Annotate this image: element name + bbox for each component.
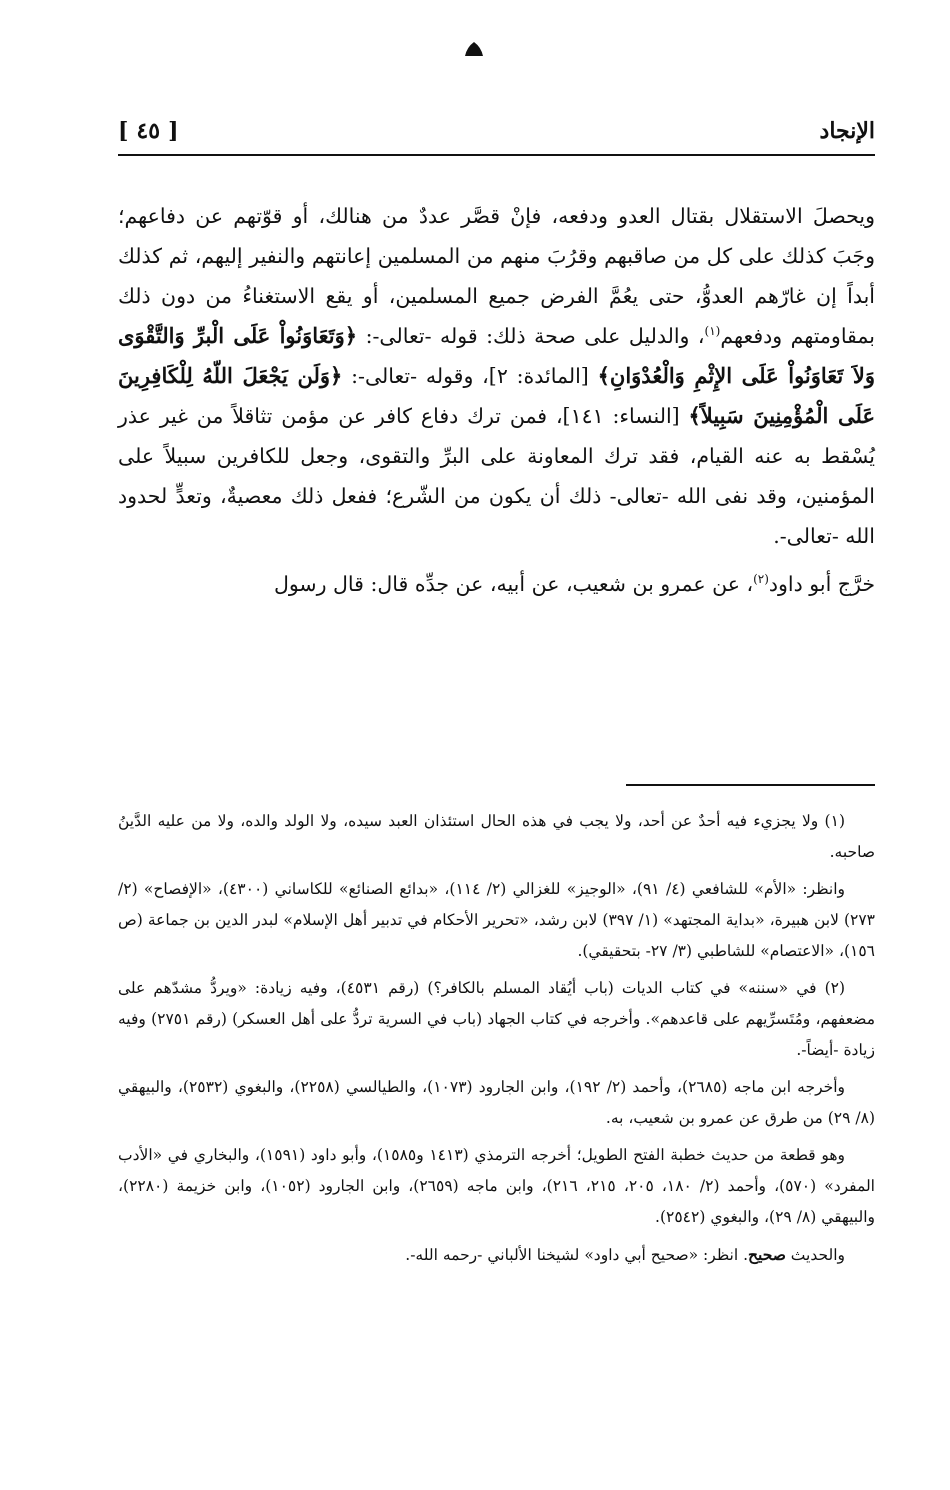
main-text-segment: [المائدة: ٢]، وقوله -تعالى-:	[342, 364, 598, 388]
footnote-text-segment: . انظر: «صحيح أبي داود» لشيخنا الألباني -رحمه الله-.	[405, 1246, 749, 1264]
quran-verse-maidah: ﴿وَتَعَاوَنُواْ عَلَى الْبرِّ وَالتَّقْوَى وَلاَ تَعَاوَنُواْ عَلَى الإِثْمِ وَالْعُدْوَانِ﴾	[118, 323, 875, 388]
footnote-2: (٢) في «سننه» في كتاب الديات (باب أيُقاد المسلم بالكافر؟) (رقم ٤٥٣١)، وفيه زيادة: «ويردُّ مشدّهم على مضعفهم، ومُتَسرِّيهم على قاعدهم». وأخرجه في كتاب الجهاد (باب في السرية تردُّ على أهل العسكر) (رقم ٢٧٥١) وفيه زيادة -أيضاً-.	[118, 979, 875, 1059]
main-text	[118, 196, 875, 612]
footnote-ref-1: (١)	[704, 324, 721, 339]
footnote-2-longer-hadith: وهو قطعة من حديث خطبة الفتح الطويل؛ أخرجه الترمذي (١٤١٣ و١٥٨٥)، وأبو داود (١٥٩١)، والبخاري في «الأدب المفرد» (٥٧٠)، وأحمد (٢/ ١٨٠، ٢٠٥، ٢١٥، ٢١٦)، وابن ماجه (٢٦٥٩)، وابن الجارود (١٠٥٢)، وابن خزيمة (٢٢٨٠)، والبيهقي (٨/ ٢٩)، والبغوي (٢٥٤٢).	[118, 1146, 875, 1226]
main-paragraph-1	[118, 196, 875, 556]
footnote-separator	[626, 784, 875, 786]
pointed-arch-mark-icon	[462, 40, 486, 58]
main-paragraph-2	[118, 564, 875, 604]
page-number-value: ٤٥	[136, 118, 161, 144]
bracket-close: ]	[168, 118, 179, 144]
footnote-1-references: وانظر: «الأم» للشافعي (٤/ ٩١)، «الوجيز» للغزالي (٢/ ١١٤)، «بدائع الصنائع» للكاساني (٤٣٠٠)، «الإفصاح» (٢/ ٢٧٣) لابن هبيرة، «بداية المجتهد» (١/ ٣٩٧) لابن رشد، «تحرير الأحكام في تدبير أهل الإسلام» لبدر الدين بن جماعة (ص ١٥٦)، «الاعتصام» للشاطبي (٣/ ٢٧- بتحقيقي).	[118, 880, 876, 960]
footnote-2-takhrij: وأخرجه ابن ماجه (٢٦٨٥)، وأحمد (٢/ ١٩٢)، وابن الجارود (١٠٧٣)، والطيالسي (٢٢٥٨)، والبغوي (٢٥٣٢)، والبيهقي (٨/ ٢٩) من طرق عن عمرو بن شعيب، به.	[118, 1078, 875, 1127]
main-text-segment: خرَّج أبو داود	[768, 572, 875, 596]
quran-verse-nisa: ﴿وَلَن يَجْعَلَ اللّهُ لِلْكَافِرِينَ عَلَى الْمُؤْمِنِينَ سَبِيلاً﴾	[118, 363, 875, 428]
page-header	[118, 112, 875, 156]
main-text-segment: ، عن عمرو بن شعيب، عن أبيه، عن جدِّه قال: قال رسول	[273, 572, 754, 596]
page-number	[118, 118, 178, 144]
footnote-2-grading	[118, 1239, 875, 1271]
running-title: الإنجاد	[819, 118, 875, 144]
footnotes	[118, 806, 875, 1277]
main-text-segment: ويحصلَ الاستقلال بقتال العدو ودفعه، فإنْ قصَّر عددٌ من هنالك، أو قوّتهم عن دفاعهم؛ وجَبَ كذلك على كل من صاقبهم وقرُبَ منهم من المسلمين إعانتهم والنفير إليهم، ثم كذلك أبداً إن غارّهم العدوُّ، حتى يعُمَّ الفرض جميع المسلمين، أو يقع الاستغناءُ من دون ذلك بمقاومتهم ودفعهم	[118, 204, 875, 348]
footnote-text-segment: والحديث	[785, 1246, 845, 1264]
footnote-ref-2: (٢)	[753, 572, 769, 587]
bracket-open: [	[118, 118, 129, 144]
grading-word: صحيح	[748, 1245, 786, 1264]
main-text-segment: [النساء: ١٤١]، فمن ترك دفاع كافر عن مؤمن تثاقلاً من غير عذر يُسْقط به عنه القيام، فقد ترك المعاونة على البرِّ والتقوى، وجعل للكافرين سبيلاً على المؤمنين، وقد نفى الله -تعالى- ذلك أن يكون من الشّرع؛ ففعل ذلك معصيةٌ، وتعدٍّ لحدود الله -تعالى-.	[118, 404, 875, 548]
main-text-segment: ، والدليل على صحة ذلك: قوله -تعالى-:	[357, 324, 705, 348]
footnote-1: (١) ولا يجزيء فيه أحدٌ عن أحد، ولا يجب في هذه الحال استئذان العبد سيده، ولا الولد والده، ولا من عليه الدَّينُ صاحبه.	[118, 812, 875, 861]
